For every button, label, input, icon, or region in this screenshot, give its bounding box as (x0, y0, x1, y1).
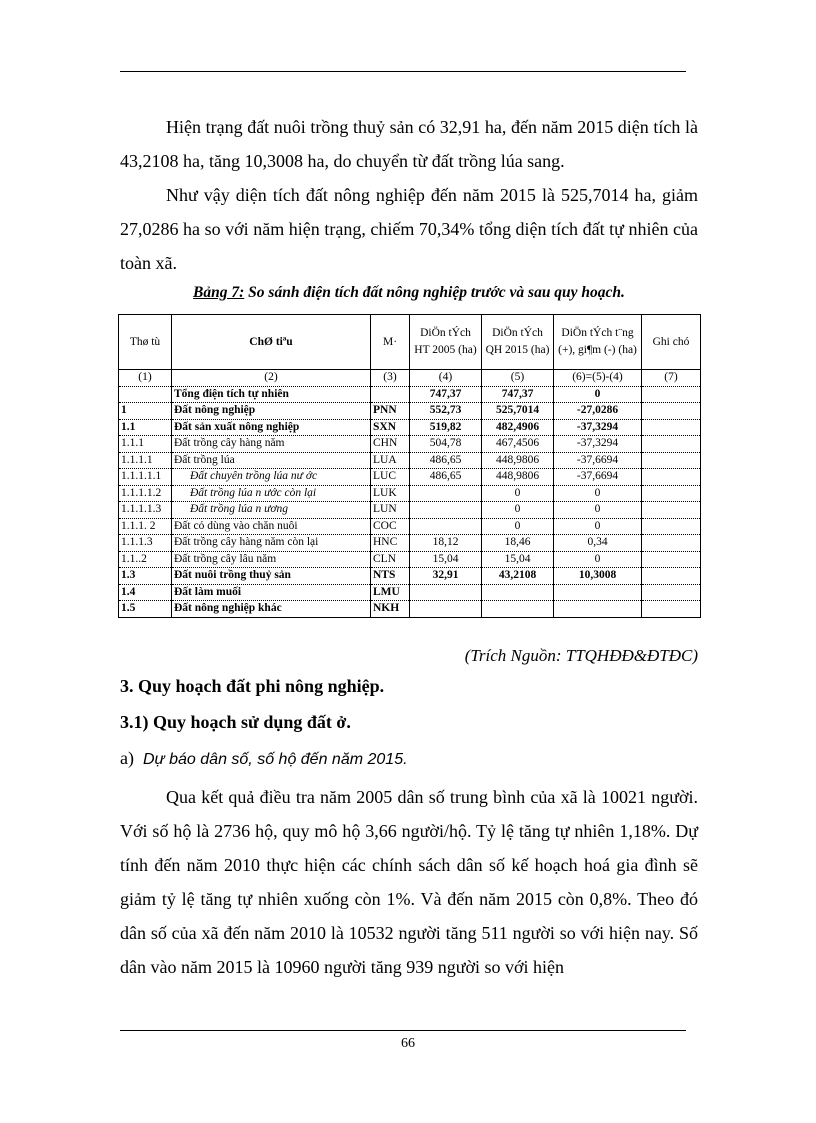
table-cell-code: LUC (371, 469, 410, 486)
footer-rule (120, 1030, 686, 1031)
index-cell: (1) (119, 370, 172, 387)
table-cell-qh (482, 601, 554, 618)
table-cell-code: LMU (371, 584, 410, 601)
table-cell-qh: 0 (482, 485, 554, 502)
table-cell-diff: 0,34 (554, 535, 642, 552)
table-cell-no: 1.1.1.1.1 (119, 469, 172, 486)
header-cell: Thø tù (119, 315, 172, 370)
table-cell-name: Đất nông nghiệp khác (172, 601, 371, 618)
table-cell-qh: 747,37 (482, 386, 554, 403)
index-cell: (7) (642, 370, 701, 387)
paragraph-aquaculture: Hiện trạng đất nuôi trồng thuỷ sản có 32,91 ha, đến năm 2015 diện tích là 43,2108 ha, tăng 10,3008 ha, do chuyển từ đất trồng lúa sang. (120, 117, 698, 171)
table-caption-label: Bảng 7: (193, 284, 245, 301)
section-heading: 3. Quy hoạch đất phi nông nghiệp. (120, 676, 385, 696)
header-cell: DiÖn tÝch QH 2015 (ha) (482, 315, 554, 370)
table-caption-text: So sánh điện tích đất nông nghiệp trước và sau quy hoạch. (244, 284, 625, 301)
table-cell-code: LUK (371, 485, 410, 502)
table-cell-code: LUN (371, 502, 410, 519)
table-cell-code: NKH (371, 601, 410, 618)
table-cell-ht: 486,65 (410, 452, 482, 469)
table-row (119, 386, 701, 403)
table-cell-name: Đất trồng lúa n ương (172, 502, 371, 519)
table-cell-note (642, 551, 701, 568)
table-cell-no: 1.1.1 (119, 436, 172, 453)
table-cell-note (642, 568, 701, 585)
table-cell-no: 1 (119, 403, 172, 420)
table-cell-ht: 504,78 (410, 436, 482, 453)
table-cell-diff: 0 (554, 386, 642, 403)
table-cell-code: COC (371, 518, 410, 535)
table-cell-qh: 525,7014 (482, 403, 554, 420)
table-cell-ht (410, 502, 482, 519)
table-header-row (119, 315, 701, 370)
table-row (119, 518, 701, 535)
index-cell: (6)=(5)-(4) (554, 370, 642, 387)
table-row (119, 502, 701, 519)
table-cell-ht: 486,65 (410, 469, 482, 486)
table-cell-ht (410, 485, 482, 502)
table-cell-code: HNC (371, 535, 410, 552)
table-row (119, 452, 701, 469)
table-cell-name: Đất sản xuất nông nghiệp (172, 419, 371, 436)
table-cell-note (642, 469, 701, 486)
table-cell-qh: 482,4906 (482, 419, 554, 436)
paragraph-population: Qua kết quả điều tra năm 2005 dân số trung bình của xã là 10021 người. Với số hộ là 2736 hộ, quy mô hộ 3,66 người/hộ. Tỷ lệ tăng tự nhiên 1,18%. Dự tính đến năm 2010 thực hiện các chính sách dân số kế hoạch hoá gia đình sẽ giảm tỷ lệ tăng tự nhiên xuống còn 1%. Và đến năm 2015 còn 0,8%. Theo đó dân số của xã đến năm 2010 là 10532 người tăng 511 người so với hiện nay. Số dân vào năm 2015 là 10960 người tăng 939 người so với hiện (120, 787, 698, 977)
item-label: Dự báo dân số, số hộ đến năm 2015. (142, 751, 408, 768)
table-cell-diff: 0 (554, 551, 642, 568)
table-cell-diff (554, 601, 642, 618)
index-cell: (5) (482, 370, 554, 387)
table-cell-name: Đất chuyên trồng lúa nư ớc (172, 469, 371, 486)
table-cell-diff: -37,6694 (554, 469, 642, 486)
table-cell-diff: 0 (554, 485, 642, 502)
page-number: 66 (401, 1036, 415, 1051)
table-cell-qh: 0 (482, 518, 554, 535)
table-cell-no: 1.1.1.3 (119, 535, 172, 552)
header-cell: DiÖn tÝch HT 2005 (ha) (410, 315, 482, 370)
table-cell-diff: -37,6694 (554, 452, 642, 469)
table-cell-qh: 18,46 (482, 535, 554, 552)
table-cell-name: Đất trồng cây hàng năm (172, 436, 371, 453)
table-cell-diff: -37,3294 (554, 419, 642, 436)
table-cell-name: Đất nông nghiệp (172, 403, 371, 420)
table-cell-diff (554, 584, 642, 601)
table-cell-qh: 448,9806 (482, 469, 554, 486)
table-cell-diff: 0 (554, 502, 642, 519)
index-cell: (2) (172, 370, 371, 387)
table-cell-ht (410, 584, 482, 601)
table-cell-note (642, 452, 701, 469)
paragraph-agri-summary: Như vậy diện tích đất nông nghiệp đến năm 2015 là 525,7014 ha, giảm 27,0286 ha so với năm hiện trạng, chiếm 70,34% tổng diện tích đất tự nhiên của toàn xã. (120, 185, 698, 273)
table-caption (120, 284, 698, 302)
table-cell-note (642, 419, 701, 436)
table-cell-note (642, 436, 701, 453)
header-cell: ChØ tiªu (172, 315, 371, 370)
table-cell-no: 1.1.1.1.2 (119, 485, 172, 502)
table-cell-ht (410, 601, 482, 618)
table-row (119, 419, 701, 436)
table-cell-name: Tổng điện tích tự nhiên (172, 386, 371, 403)
table-row (119, 436, 701, 453)
land-comparison-table (118, 314, 701, 618)
table-cell-code: NTS (371, 568, 410, 585)
table-cell-note (642, 535, 701, 552)
table-cell-diff: -37,3294 (554, 436, 642, 453)
table-row (119, 535, 701, 552)
table-cell-qh (482, 584, 554, 601)
table-row (119, 403, 701, 420)
table-cell-note (642, 485, 701, 502)
item-a (120, 748, 408, 769)
item-marker: a) (120, 748, 134, 768)
table-cell-note (642, 502, 701, 519)
table-row (119, 469, 701, 486)
table-cell-ht: 32,91 (410, 568, 482, 585)
table-cell-code: CHN (371, 436, 410, 453)
table-cell-qh: 0 (482, 502, 554, 519)
table-row (119, 485, 701, 502)
table-row (119, 601, 701, 618)
table-cell-note (642, 584, 701, 601)
header-cell: Ghi chó (642, 315, 701, 370)
table-cell-ht: 18,12 (410, 535, 482, 552)
index-cell: (4) (410, 370, 482, 387)
table-cell-code: LUA (371, 452, 410, 469)
table-cell-name: Đất trồng lúa (172, 452, 371, 469)
table-cell-name: Đất trồng cây hàng năm còn lại (172, 535, 371, 552)
table-row (119, 584, 701, 601)
table-cell-diff: 0 (554, 518, 642, 535)
table-cell-no: 1.3 (119, 568, 172, 585)
table-cell-ht (410, 518, 482, 535)
index-cell: (3) (371, 370, 410, 387)
table-cell-no: 1.1 (119, 419, 172, 436)
header-cell: M· (371, 315, 410, 370)
table-cell-diff: -27,0286 (554, 403, 642, 420)
subsection-heading: 3.1) Quy hoạch sử dụng đất ở. (120, 712, 351, 732)
table-cell-code: CLN (371, 551, 410, 568)
table-cell-code (371, 386, 410, 403)
table-row (119, 568, 701, 585)
table-cell-diff: 10,3008 (554, 568, 642, 585)
table-cell-note (642, 403, 701, 420)
table-cell-no: 1.1.1.1.3 (119, 502, 172, 519)
table-source: (Trích Nguồn: TTQHĐĐ&ĐTĐC) (464, 646, 698, 665)
table-cell-ht: 552,73 (410, 403, 482, 420)
table-cell-note (642, 386, 701, 403)
table-row (119, 551, 701, 568)
table-cell-name: Đất trồng cây lâu năm (172, 551, 371, 568)
table-cell-ht: 15,04 (410, 551, 482, 568)
table-cell-qh: 448,9806 (482, 452, 554, 469)
table-cell-no: 1.1.1.1 (119, 452, 172, 469)
table-index-row (119, 370, 701, 387)
header-cell: DiÖn tÝch t¨ng (+), gi¶m (-) (ha) (554, 315, 642, 370)
table-cell-no: 1.5 (119, 601, 172, 618)
table-cell-no: 1.1.1. 2 (119, 518, 172, 535)
table-cell-name: Đất nuôi trồng thuỷ sản (172, 568, 371, 585)
table-cell-name: Đất làm muối (172, 584, 371, 601)
table-cell-code: PNN (371, 403, 410, 420)
table-cell-no (119, 386, 172, 403)
table-cell-ht: 747,37 (410, 386, 482, 403)
table-cell-qh: 467,4506 (482, 436, 554, 453)
table-cell-no: 1.1..2 (119, 551, 172, 568)
table-cell-name: Đất cỏ dùng vào chăn nuôi (172, 518, 371, 535)
table-cell-qh: 43,2108 (482, 568, 554, 585)
table-cell-name: Đất trồng lúa n ước còn lại (172, 485, 371, 502)
table-cell-note (642, 518, 701, 535)
table-cell-no: 1.4 (119, 584, 172, 601)
header-rule (120, 71, 686, 72)
table-cell-code: SXN (371, 419, 410, 436)
table-cell-qh: 15,04 (482, 551, 554, 568)
table-cell-ht: 519,82 (410, 419, 482, 436)
table-cell-note (642, 601, 701, 618)
